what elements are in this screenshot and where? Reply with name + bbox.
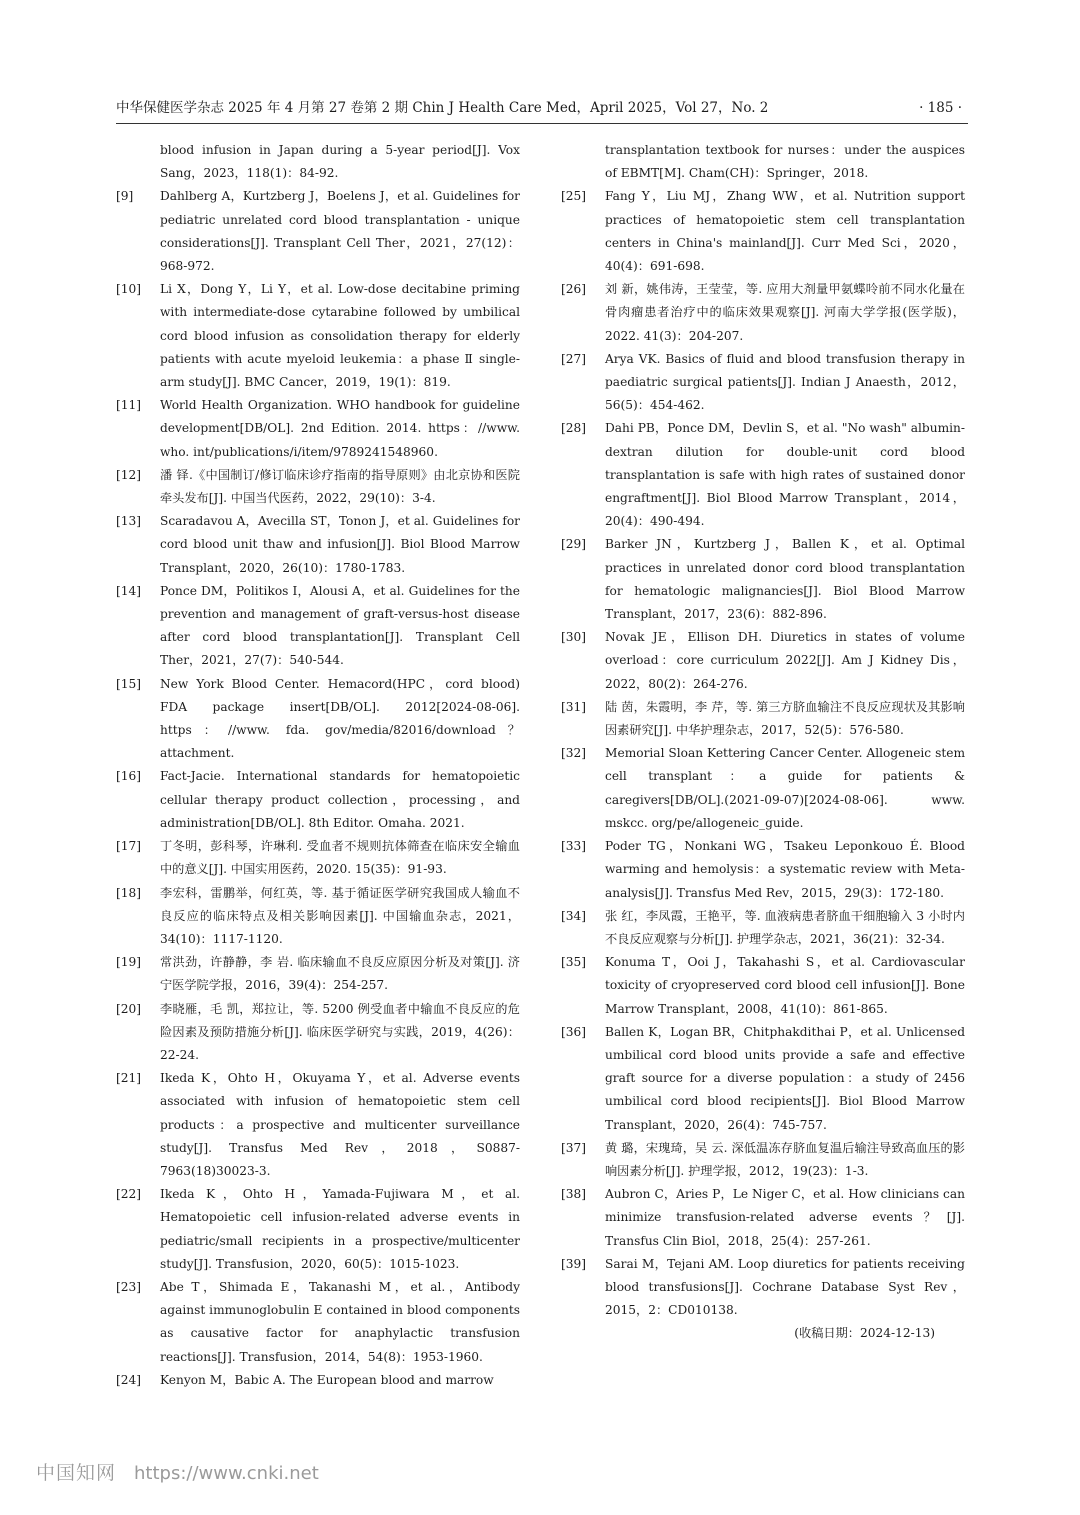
reference-text: Dahlberg A，Kurtzberg J，Boelens J，et al. Guidelines for pediatric unrelated cord blood transplantation - unique considerations[J]. Transplant Cell Ther，2021，27(12)：968-972. <box>160 189 520 274</box>
reference-number: [13] <box>116 514 142 529</box>
reference-number: [18] <box>116 885 142 900</box>
reference-number: [34] <box>561 908 587 923</box>
reference-number: [27] <box>561 351 587 366</box>
cnki-watermark <box>36 1458 319 1488</box>
reference-number: [36] <box>561 1024 587 1039</box>
reference-item <box>116 510 520 580</box>
reference-number: [24] <box>116 1372 142 1387</box>
reference-number: [9] <box>116 189 134 204</box>
reference-number: [16] <box>116 769 142 784</box>
reference-number: [20] <box>116 1001 142 1016</box>
header-rule <box>116 123 968 124</box>
reference-item <box>561 835 965 905</box>
reference-item <box>561 905 965 951</box>
reference-text: Novak JE，Ellison DH. Diuretics in states of volume overload：core curriculum 2022[J]. Am J Kidney Dis，2022，80(2)：264-276. <box>605 630 965 691</box>
reference-text: Fang Y，Liu MJ，Zhang WW，et al. Nutrition support practices of hematopoietic stem cell transplantation centers in China's mainland[J]. Curr Med Sci，2020，40(4)：691-698. <box>605 189 965 274</box>
reference-text: blood infusion in Japan during a 5-year period[J]. Vox Sang，2023，118(1)：84-92. <box>160 143 520 181</box>
reference-text: Poder TG，Nonkani WG，Tsakeu Leponkouo É. Blood warming and hemolysis：a systematic review with Meta-analysis[J]. Transfus Med Rev，2015，29(3)：172-180. <box>605 839 965 900</box>
reference-item <box>561 348 965 418</box>
reference-text: 张 红，李凤霞，王艳平，等. 血液病患者脐血干细胞输入 3 小时内不良反应观察与分析[J]. 护理学杂志，2021，36(21)：32-34. <box>605 908 965 946</box>
reference-text: Kenyon M，Babic A. The European blood and marrow <box>160 1372 494 1387</box>
reference-item <box>116 951 520 997</box>
reference-item <box>116 185 520 278</box>
reference-text: 刘 新，姚伟涛，王莹莹，等. 应用大剂量甲氨蝶呤前不同水化量在骨肉瘤患者治疗中的临床效果观察[J]. 河南大学学报(医学版)，2022. 41(3)：204-207. <box>605 282 965 343</box>
reference-number: [10] <box>116 282 142 297</box>
reference-number: [23] <box>116 1279 142 1294</box>
journal-citation: 中华保健医学杂志 2025 年 4 月第 27 卷第 2 期 Chin J Health Care Med，April 2025，Vol 27，No. 2 <box>116 100 769 116</box>
reference-text: Aubron C，Aries P，Le Niger C，et al. How clinicians can minimize transfusion-related adverse events？[J]. Transfus Clin Biol，2018，25(4)：257-261. <box>605 1187 965 1248</box>
reference-item <box>561 951 965 1021</box>
reference-item <box>116 835 520 881</box>
reference-item <box>116 998 520 1068</box>
reference-item <box>116 1067 520 1183</box>
reference-text: World Health Organization. WHO handbook for guideline development[DB/OL]. 2nd Edition. 2014. https：//www. who. int/publications/i/item/9789241548960. <box>160 398 520 459</box>
reference-text: 李宏科，雷鹏举，何红英，等. 基于循证医学研究我国成人输血不良反应的临床特点及相关影响因素[J]. 中国输血杂志，2021，34(10)：1117-1120. <box>160 885 520 946</box>
reference-item <box>116 765 520 835</box>
page-number: · 185 · <box>919 100 962 116</box>
reference-number: [19] <box>116 955 142 970</box>
reference-item <box>561 696 965 742</box>
reference-number: [33] <box>561 839 587 854</box>
reference-text: Ikeda K，Ohto H，Yamada-Fujiwara M，et al. Hematopoietic cell infusion-related adverse events in pediatric/small recipients in a prospective/multicenter study[J]. Transfusion，2020，60(5)：1015-1023. <box>160 1187 520 1271</box>
references-left-column <box>116 139 520 1392</box>
cnki-logo-text: 中国知网 <box>36 1462 117 1484</box>
reference-number: [26] <box>561 282 587 297</box>
reference-item <box>561 139 965 185</box>
reference-item <box>561 278 965 348</box>
reference-number: [21] <box>116 1071 142 1086</box>
reference-item <box>116 139 520 185</box>
reference-text: Abe T，Shimada E，Takanashi M，et al.，Antibody against immunoglobulin E contained in blood components as causative factor for anaphylactic transfusion reactions[J]. Transfusion，2014，54(8)：1953-1960. <box>160 1279 520 1364</box>
reference-text: Li X，Dong Y，Li Y，et al. Low-dose decitabine priming with intermediate-dose cytarabine followed by umbilical cord blood infusion as consolidation therapy for elderly patients with acute myeloid leukemia：a phase Ⅱ single-arm study[J]. BMC Cancer，2019，19(1)：819. <box>160 282 520 390</box>
reference-item <box>116 1276 520 1369</box>
reference-number: [14] <box>116 583 142 598</box>
reference-item <box>116 1183 520 1276</box>
reference-number: [25] <box>561 189 587 204</box>
reference-text: New York Blood Center. Hemacord(HPC，cord blood) FDA package insert[DB/OL]. 2012[2024-08-06]. https：//www. fda. gov/media/82016/download？attachment. <box>160 676 520 761</box>
reference-text: Dahi PB，Ponce DM，Devlin S，et al. "No wash" albumin-dextran dilution for double-unit cord blood transplantation is safe with high rates of sustained donor engraftment[J]. Biol Blood Marrow Transplant，2014，20(4)：490-494. <box>605 421 965 529</box>
reference-text: transplantation textbook for nurses：under the auspices of EBMT[M]. Cham(CH)：Springer，2018. <box>605 143 965 181</box>
reference-item <box>116 464 520 510</box>
reference-number: [17] <box>116 839 142 854</box>
running-header <box>116 96 968 120</box>
reference-number: [30] <box>561 630 587 645</box>
reference-text: 黄 璐，宋瑰琦，吴 云. 深低温冻存脐血复温后输注导致高血压的影响因素分析[J]. 护理学报，2012，19(23)：1-3. <box>605 1140 965 1178</box>
reference-text: Sarai M，Tejani AM. Loop diuretics for patients receiving blood transfusions[J]. Cochrane Database Syst Rev，2015，2：CD010138. <box>605 1256 965 1318</box>
reference-number: [37] <box>561 1140 587 1155</box>
reference-item <box>561 742 965 835</box>
reference-item <box>116 1369 520 1392</box>
reference-number: [29] <box>561 537 587 552</box>
reference-text: Arya VK. Basics of fluid and blood transfusion therapy in paediatric surgical patients[J]. Indian J Anaesth，2012，56(5)：454-462. <box>605 351 965 413</box>
reference-item <box>116 580 520 673</box>
reference-item <box>561 1183 965 1253</box>
reference-number: [15] <box>116 676 142 691</box>
references-right-column <box>561 139 965 1346</box>
reference-text: 丁冬明，彭科琴，许琳利. 受血者不规则抗体筛查在临床安全输血中的意义[J]. 中国实用医药，2020. 15(35)：91-93. <box>160 839 520 877</box>
reference-text: Konuma T，Ooi J，Takahashi S，et al. Cardiovascular toxicity of cryopreserved cord blood cell infusion[J]. Bone Marrow Transplant，2008，41(10)：861-865. <box>605 955 965 1016</box>
reference-text: Fact-Jacie. International standards for hematopoietic cellular therapy product collection，processing，and administration[DB/OL]. 8th Editor. Omaha. 2021. <box>160 769 520 830</box>
reference-text: Ballen K，Logan BR，Chitphakdithai P，et al. Unlicensed umbilical cord blood units provide a safe and effective graft source for a diverse population：a study of 2456 umbilical cord blood recipients[J]. Biol Blood Marrow Transplant，2020，26(4)：745-757. <box>605 1024 965 1132</box>
reference-number: [32] <box>561 746 587 761</box>
reference-item <box>561 1137 965 1183</box>
reference-item <box>561 1021 965 1137</box>
reference-text: 李晓雁，毛 凯，郑拉让，等. 5200 例受血者中输血不良反应的危险因素及预防措施分析[J]. 临床医学研究与实践，2019，4(26)：22-24. <box>160 1001 520 1062</box>
reference-text: Ponce DM，Politikos I，Alousi A，et al. Guidelines for the prevention and management of graft-versus-host disease after cord blood transplantation[J]. Transplant Cell Ther，2021，27(7)：540-544. <box>160 583 520 668</box>
reference-number: [11] <box>116 398 142 413</box>
reference-item <box>561 626 965 696</box>
reference-number: [22] <box>116 1187 142 1202</box>
reference-text: 陆 茵，朱霞明，李 芹，等. 第三方脐血输注不良反应现状及其影响因素研究[J]. 中华护理杂志，2017，52(5)：576-580. <box>605 699 965 738</box>
reference-number: [38] <box>561 1187 587 1202</box>
reference-number: [31] <box>561 699 587 714</box>
reference-item <box>116 882 520 952</box>
reference-number: [28] <box>561 421 587 436</box>
reference-text: 潘 铎.《中国制订/修订临床诊疗指南的指导原则》由北京协和医院牵头发布[J]. 中国当代医药，2022，29(10)：3-4. <box>160 467 520 506</box>
reference-number: [39] <box>561 1256 587 1271</box>
reference-text: Barker JN，Kurtzberg J，Ballen K，et al. Optimal practices in unrelated donor cord blood transplantation for hematologic malignancies[J]. Biol Blood Marrow Transplant，2017，23(6)：882-896. <box>605 537 965 622</box>
reference-text: Memorial Sloan Kettering Cancer Center. Allogeneic stem cell transplant：a guide for patients & caregivers[DB/OL].(2021-09-07)[2024-08-06]. www. mskcc. org/pe/allogeneic_guide. <box>605 746 965 830</box>
reference-item <box>116 673 520 766</box>
reference-item <box>561 533 965 626</box>
reference-item <box>116 394 520 464</box>
reference-item <box>116 278 520 394</box>
reference-item <box>561 185 965 278</box>
reference-text: Scaradavou A，Avecilla ST，Tonon J，et al. Guidelines for cord blood unit thaw and infusion[J]. Biol Blood Marrow Transplant，2020，26(10)：1780-1783. <box>160 514 520 575</box>
reference-text: Ikeda K，Ohto H，Okuyama Y，et al. Adverse events associated with infusion of hematopoietic stem cell products：a prospective and multicenter surveillance study[J]. Transfus Med Rev，2018，S0887-7963(18)30023-3. <box>160 1071 520 1178</box>
reference-number: [35] <box>561 955 587 970</box>
cnki-url: https://www.cnki.net <box>134 1463 319 1484</box>
reference-text: 常洪劲，许静静，李 岩. 临床输血不良反应原因分析及对策[J]. 济宁医学院学报，2016，39(4)：254-257. <box>160 955 520 993</box>
received-date: (收稿日期：2024-12-13) <box>794 1326 935 1341</box>
reference-item <box>561 1253 965 1323</box>
reference-number: [12] <box>116 467 142 482</box>
reference-item <box>561 417 965 533</box>
